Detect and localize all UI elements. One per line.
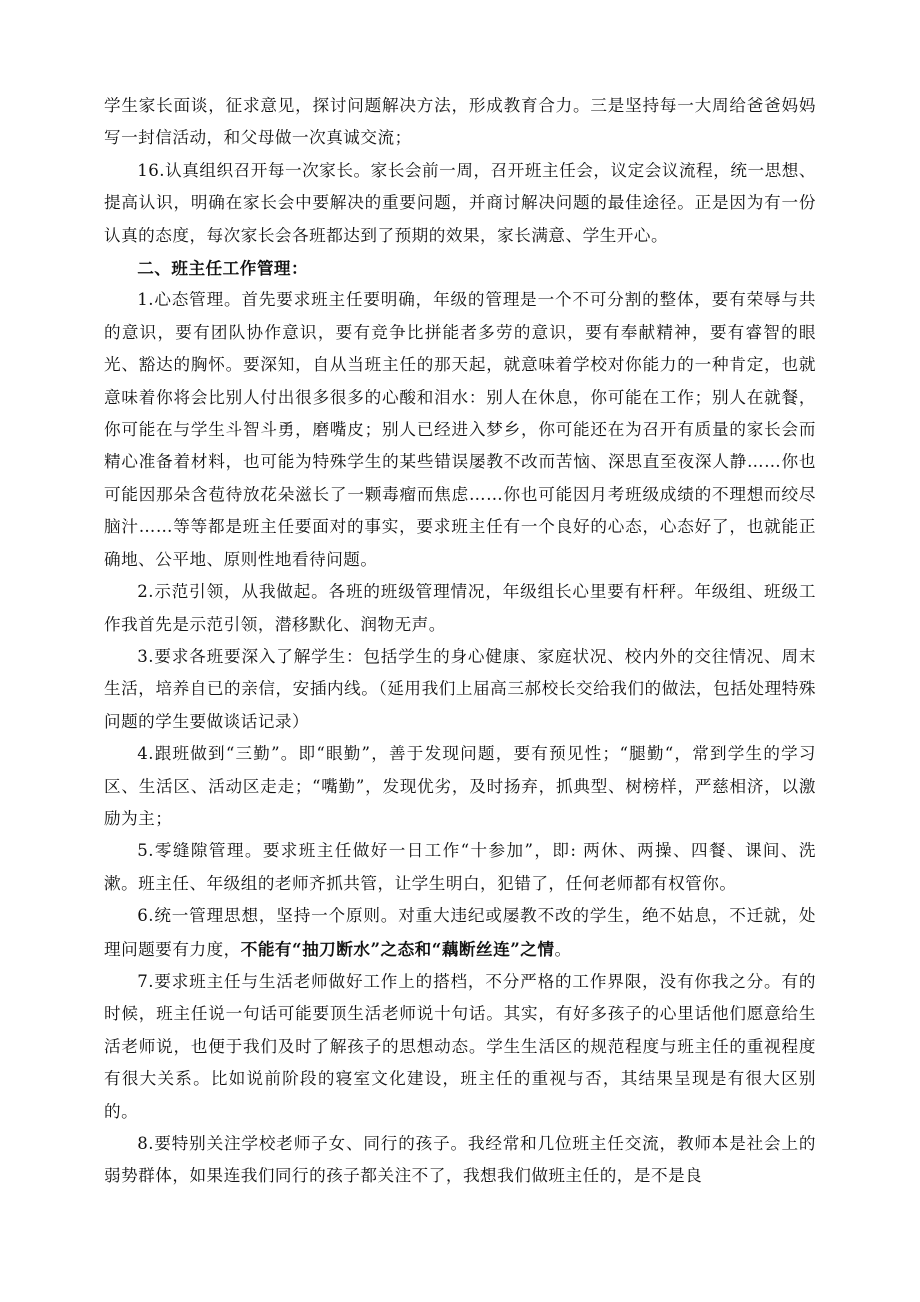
paragraph-item-3: 3.要求各班要深入了解学生：包括学生的身心健康、家庭状况、校内外的交往情况、周末生活，培养自已的亲信，安插内线。（延用我们上届高三郝校长交给我们的做法，包括处理特殊问题的学生要做谈话记录） — [104, 646, 816, 731]
paragraph-item-2: 2.示范引领，从我做起。各班的班级管理情况，年级组长心里要有杆秤。年级组、班级工作我首先是示范引领，潜移默化、润物无声。 — [104, 582, 816, 634]
paragraph-item-6-bold: 不能有“抽刀断水”之态和“藕断丝连”之情 — [240, 938, 555, 959]
paragraph-item-16: 16.认真组织召开每一次家长。家长会前一周，召开班主任会，议定会议流程，统一思想、提高认识，明确在家长会中要解决的重要问题，并商讨解决问题的最佳途径。正是因为有一份认真的态度，每次家长会各班都达到了预期的效果，家长满意、学生开心。 — [104, 160, 816, 245]
section-heading: 二、班主任工作管理： — [137, 258, 309, 279]
paragraph-item-6-end: 。 — [554, 939, 572, 959]
paragraph-item-5: 5.零缝隙管理。要求班主任做好一日工作“十参加”，即: 两休、两操、四餐、课间、洗漱。班主任、年级组的老师齐抓共管，让学生明白，犯错了，任何老师都有权管你。 — [104, 841, 816, 893]
paragraph-item-4: 4.跟班做到“三勤”。即“眼勤”，善于发现问题，要有预见性；“腿勤“，常到学生的学习区、生活区、活动区走走；“嘴勤”，发现优劣，及时扬弃，抓典型、树榜样，严慈相济，以激励为主； — [104, 744, 816, 828]
paragraph-item-6 — [104, 900, 816, 966]
paragraph-item-6-text: 6.统一管理思想，坚持一个原则。对重大违纪或屡教不改的学生，绝不姑息，不迁就，处理问题要有力度， — [104, 906, 816, 959]
paragraph-item-8: 8.要特别关注学校老师子女、同行的孩子。我经常和几位班主任交流，教师本是社会上的弱势群体，如果连我们同行的孩子都关注不了，我想我们做班主任的，是不是良 — [104, 1134, 816, 1186]
paragraph-continuation: 学生家长面谈，征求意见，探讨问题解决方法，形成教育合力。三是坚持每一大周给爸爸妈妈写一封信活动，和父母做一次真诚交流； — [104, 96, 816, 148]
paragraph-item-1: 1.心态管理。首先要求班主任要明确，年级的管理是一个不可分割的整体，要有荣辱与共的意识，要有团队协作意识，要有竞争比拼能者多劳的意识，要有奉献精神，要有睿智的眼光、豁达的胸怀。要深知，自从当班主任的那天起，就意味着学校对你能力的一种肯定，也就意味着你将会比别人付出很多很多的心酸和泪水：别人在休息，你可能在工作；别人在就餐，你可能在与学生斗智斗勇，磨嘴皮；别人已经进入梦乡，你可能还在为召开有质量的家长会而精心准备着材料，也可能为特殊学生的某些错误屡教不改而苦恼、深思直至夜深人静……你也可能因那朵含苞待放花朵滋长了一颗毒瘤而焦虑……你也可能因月考班级成绩的不理想而绞尽脑汁……等等都是班主任要面对的事实，要求班主任有一个良好的心态，心态好了，也就能正确地、公平地、原则性地看待问题。 — [104, 290, 816, 569]
paragraph-item-7: 7.要求班主任与生活老师做好工作上的搭档，不分严格的工作界限，没有你我之分。有的时候，班主任说一句话可能要顶生活老师说十句话。其实，有好多孩子的心里话他们愿意给生活老师说，也便于我们及时了解孩子的思想动态。学生生活区的规范程度与班主任的重视程度有很大关系。比如说前阶段的寝室文化建设，班主任的重视与否，其结果呈现是有很大区别的。 — [104, 971, 816, 1121]
document-body — [104, 90, 816, 1193]
